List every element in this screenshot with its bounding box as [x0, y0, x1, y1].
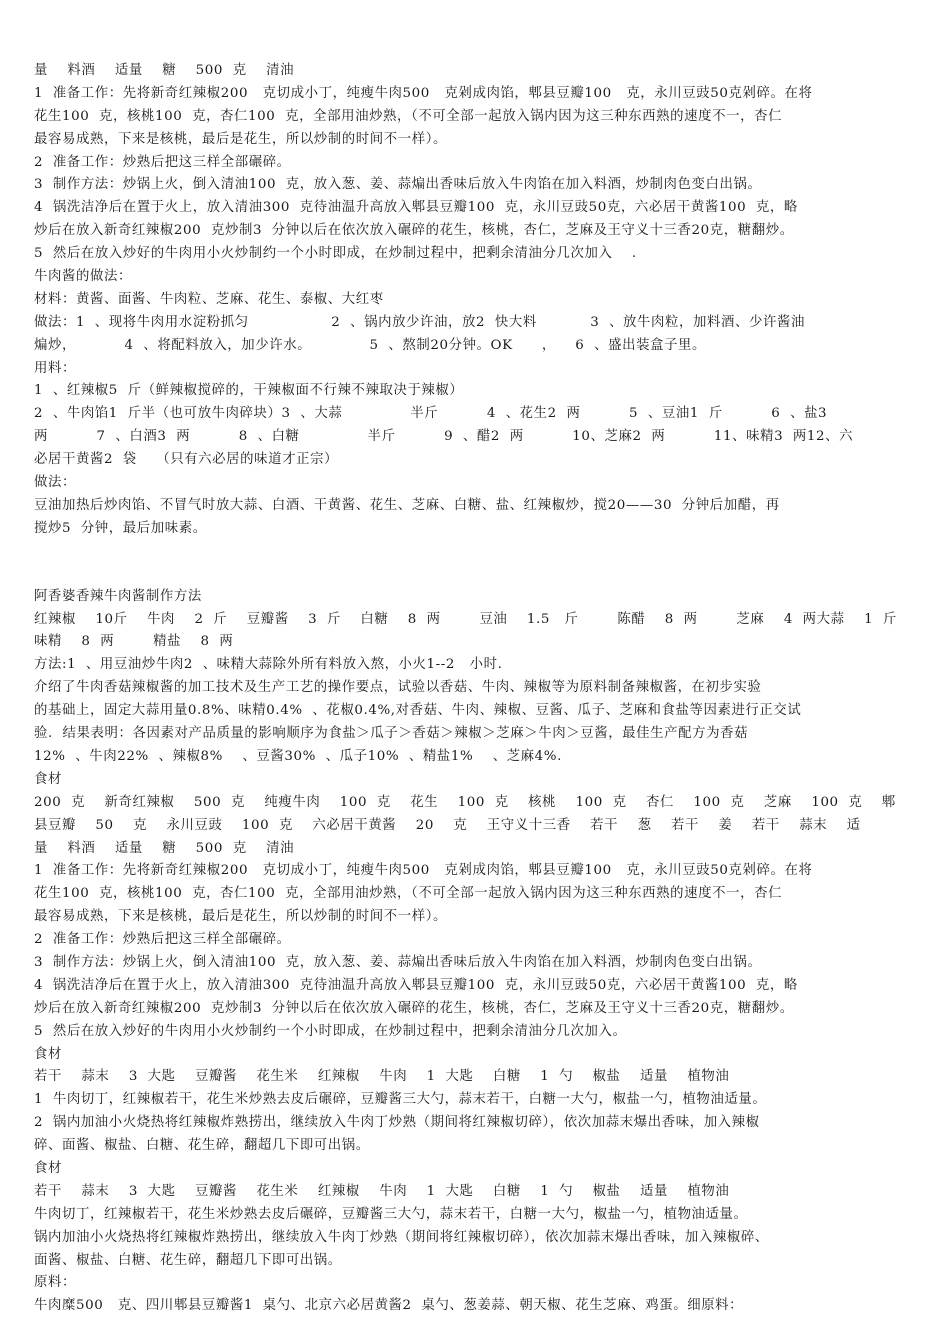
- text-line: 做法：1 、现将牛肉用水淀粉抓匀 2 、锅内放少许油，放2 快大料 3 、放牛肉粒，加料酒、少许酱油: [34, 314, 805, 330]
- text-line: 两 7 、白酒3 两 8 、白糖 半斤 9 、醋2 两 10、芝麻2 两 11、味精3 两12、六: [34, 429, 854, 445]
- text-line: 牛肉酱的做法：: [34, 269, 132, 285]
- document-page: [34, 60, 920, 1318]
- text-line: 若干 蒜末 3 大匙 豆瓣酱 花生米 红辣椒 牛肉 1 大匙 白糖 1 勺 椒盐 适量 植物油: [34, 1183, 730, 1199]
- text-line: 1 准备工作：先将新奇红辣椒200 克切成小丁，纯瘦牛肉500 克剁成肉馅，郫县豆瓣100 克，永川豆豉50克剁碎。在将: [34, 85, 813, 101]
- text-line: 煸炒， 4 、将配料放入，加少许水。 5 、熬制20分钟。OK ， 6 、盛出装盒子里。: [34, 337, 707, 353]
- recipe-section-1: [34, 60, 920, 541]
- text-line: 搅炒5 分钟，最后加味素。: [34, 520, 207, 536]
- text-line: 面酱、椒盐、白糖、花生碎，翻超几下即可出锅。: [34, 1252, 342, 1268]
- text-line: 阿香婆香辣牛肉酱制作方法: [34, 588, 202, 604]
- text-line: 做法：: [34, 475, 76, 491]
- text-line: 牛肉切丁，红辣椒若干，花生米炒熟去皮后碾碎，豆瓣酱三大勺，蒜末若干，白糖一大勺，椒盐一勺，植物油适量。: [34, 1206, 748, 1222]
- text-line: 验. 结果表明：各因素对产品质量的影响顺序为食盐＞瓜子＞香菇＞辣椒＞芝麻＞牛肉＞豆酱，最佳生产配方为香菇: [34, 726, 749, 742]
- text-line: 3 制作方法：炒锅上火，倒入清油100 克，放入葱、姜、蒜煸出香味后放入牛肉馅在加入料酒，炒制肉色变白出锅。: [34, 177, 762, 193]
- text-line: 花生100 克，核桃100 克，杏仁100 克，全部用油炒熟，（不可全部一起放入锅内因为这三种东西熟的速度不一，杏仁: [34, 886, 783, 902]
- text-line: 1 、红辣椒5 斤（鲜辣椒搅碎的，干辣椒面不行辣不辣取决于辣椒）: [34, 383, 464, 399]
- text-line: 的基础上，固定大蒜用量0.8%、味精0.4% 、花椒0.4%,对香菇、牛肉、辣椒、豆酱、瓜子、芝麻和食盐等因素进行正交试: [34, 703, 802, 719]
- text-line: 炒后在放入新奇红辣椒200 克炒制3 分钟以后在依次放入碾碎的花生，核桃，杏仁，芝麻及王守义十三香20克，糖翻炒。: [34, 223, 794, 239]
- text-line: 1 牛肉切丁，红辣椒若干，花生米炒熟去皮后碾碎，豆瓣酱三大勺，蒜末若干，白糖一大勺，椒盐一勺，植物油适量。: [34, 1092, 767, 1108]
- text-line: 1 准备工作：先将新奇红辣椒200 克切成小丁，纯瘦牛肉500 克剁成肉馅，郫县豆瓣100 克，永川豆豉50克剁碎。在将: [34, 863, 813, 879]
- text-line: 炒后在放入新奇红辣椒200 克炒制3 分钟以后在依次放入碾碎的花生，核桃，杏仁，芝麻及王守义十三香20克，糖翻炒。: [34, 1000, 794, 1016]
- text-line: 5 然后在放入炒好的牛肉用小火炒制约一个小时即成，在炒制过程中，把剩余清油分几次加入。: [34, 1023, 627, 1039]
- text-line: 食材: [34, 1046, 62, 1062]
- text-line: 2 、牛肉馅1 斤半（也可放牛肉碎块）3 、大蒜 半斤 4 、花生2 两 5 、豆油1 斤 6 、盐3: [34, 406, 828, 422]
- text-line: 县豆瓣 50 克 永川豆豉 100 克 六必居干黄酱 20 克 王守义十三香 若干 葱 若干 姜 若干 蒜末 适: [34, 817, 861, 833]
- text-line: 牛肉糜500 克、四川郫县豆瓣酱1 桌勺、北京六必居黄酱2 桌勺、葱姜蒜、朝天椒、花生芝麻、鸡蛋。细原料：: [34, 1298, 744, 1314]
- text-line: 3 制作方法：炒锅上火，倒入清油100 克，放入葱、姜、蒜煸出香味后放入牛肉馅在加入料酒，炒制肉色变白出锅。: [34, 954, 762, 970]
- text-line: 200 克 新奇红辣椒 500 克 纯瘦牛肉 100 克 花生 100 克 核桃 100 克 杏仁 100 克 芝麻 100 克 郫: [34, 794, 896, 810]
- text-line: 最容易成熟，下来是核桃，最后是花生，所以炒制的时间不一样）。: [34, 909, 448, 925]
- text-line: 4 锅洗洁净后在置于火上，放入清油300 克待油温升高放入郫县豆瓣100 克，永川豆豉50克，六必居干黄酱100 克，略: [34, 200, 798, 216]
- text-line: 2 锅内加油小火烧热将红辣椒炸熟捞出，继续放入牛肉丁炒熟（期间将红辣椒切碎），依次加蒜末爆出香味，加入辣椒: [34, 1115, 760, 1131]
- text-line: 花生100 克，核桃100 克，杏仁100 克，全部用油炒熟，（不可全部一起放入锅内因为这三种东西熟的速度不一，杏仁: [34, 108, 783, 124]
- text-line: 5 然后在放入炒好的牛肉用小火炒制约一个小时即成，在炒制过程中，把剩余清油分几次加入 .: [34, 246, 637, 262]
- text-line: 锅内加油小火烧热将红辣椒炸熟捞出，继续放入牛肉丁炒熟（期间将红辣椒切碎），依次加蒜末爆出香味，加入辣椒碎、: [34, 1229, 769, 1245]
- text-line: 必居干黄酱2 袋 （只有六必居的味道才正宗）: [34, 452, 339, 468]
- text-line: 原料：: [34, 1275, 76, 1291]
- text-line: 量 料酒 适量 糖 500 克 清油: [34, 840, 295, 856]
- text-line: 2 准备工作：炒熟后把这三样全部碾碎。: [34, 154, 291, 170]
- text-line: 4 锅洗洁净后在置于火上，放入清油300 克待油温升高放入郫县豆瓣100 克，永川豆豉50克，六必居干黄酱100 克，略: [34, 977, 798, 993]
- text-line: 介绍了牛肉香菇辣椒酱的加工技术及生产工艺的操作要点，试验以香菇、牛肉、辣椒等为原料制备辣椒酱，在初步实验: [34, 680, 762, 696]
- section-gap: [34, 541, 920, 586]
- text-line: 12% 、牛肉22% 、辣椒8% 、豆酱30% 、瓜子10% 、精盐1% 、芝麻4%.: [34, 748, 562, 764]
- text-line: 豆油加热后炒肉馅、不冒气时放大蒜、白酒、干黄酱、花生、芝麻、白糖、盐、红辣椒炒，搅20——30 分钟后加醋，再: [34, 497, 780, 513]
- text-line: 若干 蒜末 3 大匙 豆瓣酱 花生米 红辣椒 牛肉 1 大匙 白糖 1 勺 椒盐 适量 植物油: [34, 1069, 730, 1085]
- text-line: 味精 8 两 精盐 8 两: [34, 634, 234, 650]
- text-line: 方法:1 、用豆油炒牛肉2 、味精大蒜除外所有料放入熬，小火1--2 小时.: [34, 657, 503, 673]
- text-line: 红辣椒 10斤 牛肉 2 斤 豆瓣酱 3 斤 白糖 8 两 豆油 1.5 斤 陈醋 8 两 芝麻 4 两大蒜 1 斤: [34, 611, 897, 627]
- text-line: 最容易成熟，下来是核桃，最后是花生，所以炒制的时间不一样）。: [34, 131, 448, 147]
- text-line: 量 料酒 适量 糖 500 克 清油: [34, 63, 295, 78]
- recipe-section-2: [34, 586, 920, 1319]
- text-line: 材料：黄酱、面酱、牛肉粒、芝麻、花生、泰椒、大红枣: [34, 291, 384, 307]
- text-line: 食材: [34, 1160, 62, 1176]
- text-line: 碎、面酱、椒盐、白糖、花生碎，翻超几下即可出锅。: [34, 1138, 370, 1154]
- text-line: 食材: [34, 771, 62, 787]
- text-line: 用料：: [34, 360, 76, 376]
- text-line: 2 准备工作：炒熟后把这三样全部碾碎。: [34, 932, 291, 948]
